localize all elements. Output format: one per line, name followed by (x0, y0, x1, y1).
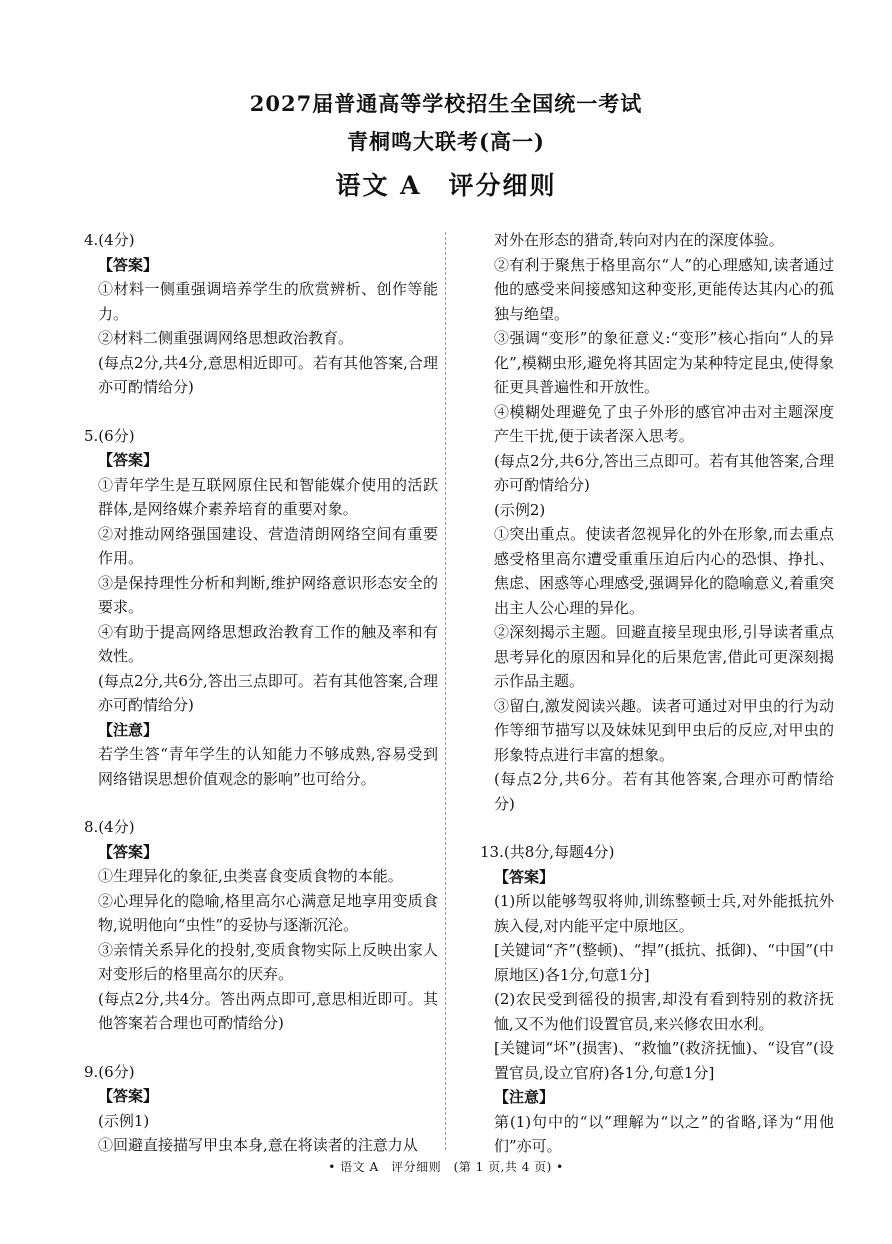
answer-text: 对外在形态的猎奇,转向对内在的深度体验。 (494, 231, 784, 249)
answer-text: (每点2分,共4分,意思相近即可。若有其他答案,合理亦可酌情给分) (98, 353, 438, 396)
right-column (480, 228, 834, 1159)
answer-text: ②心理异化的隐喻,格里高尔心满意足地享用变质食物,说明他向“虫性”的妥协与逐渐沉沦。 (98, 891, 438, 934)
question-number: 13.(共8分,每题4分) (480, 843, 615, 861)
answer-text: ②有利于聚焦于格里高尔“人”的心理感知,读者通过他的感受来间接感知这种变形,更能传达其内心的孤独与绝望。 (494, 255, 834, 323)
answer-text: (2)农民受到徭役的损害,却没有看到特别的救济抚恤,又不为他们设置官员,来兴修农田水利。 (494, 990, 834, 1033)
section-tag: 【答案】 (494, 867, 555, 886)
answer-text: [关键词“坏”(损害)、“救恤”(救济抚恤)、“设官”(设置官员,设立官府)各1分,句意1分] (494, 1039, 834, 1082)
answer-text: 若学生答“青年学生的认知能力不够成熟,容易受到网络错误思想价值观念的影响”也可给分。 (98, 745, 438, 788)
answer-text: (每点2分,共6分,答出三点即可。若有其他答案,合理亦可酌情给分) (98, 671, 438, 714)
answer-text: (示例1) (98, 1111, 150, 1130)
exam-title: 2027届普通高等学校招生全国统一考试 (249, 91, 643, 116)
column-divider (445, 232, 446, 1150)
answer-text: ①回避直接描写甲虫本身,意在将读者的注意力从 (98, 1136, 418, 1154)
section-tag: 【答案】 (98, 1087, 159, 1105)
section-tag: 【答案】 (98, 842, 159, 861)
answer-text: ①青年学生是互联网原住民和智能媒介使用的活跃群体,是网络媒介素养培育的重要对象。 (98, 475, 438, 518)
answer-text: ①突出重点。使读者忽视异化的外在形象,而去重点感受格里高尔遭受重重压迫后内心的恐惧、挣扎、焦虑、困惑等心理感受,强调异化的隐喻意义,着重突出主人公心理的异化。 (494, 525, 834, 617)
section-tag: 【答案】 (98, 451, 159, 469)
answer-text: (每点2分,共4分。答出两点即可,意思相近即可。其他答案若合理也可酌情给分) (98, 989, 438, 1032)
answer-text: ③强调“变形”的象征意义:“变形”核心指向“人的异化”,模糊虫形,避免将其固定为某种特定昆虫,使得象征更具普遍性和开放性。 (494, 329, 834, 396)
answer-text: ④有助于提高网络思想政治教育工作的触及率和有效性。 (98, 622, 438, 665)
answer-text: ③是保持理性分析和判断,维护网络意识形态安全的要求。 (98, 573, 438, 616)
section-tag: 【注意】 (98, 720, 159, 739)
page-footer: • 语文 A 评分细则 (第 1 页,共 4 页) • (328, 1160, 564, 1174)
answer-text: (每点2分,共6分,答出三点即可。若有其他答案,合理亦可酌情给分) (494, 451, 834, 494)
exam-subtitle: 青桐鸣大联考(高一) (347, 129, 545, 154)
question-block (480, 840, 834, 1159)
answer-text: ②材料二侧重强调网络思想政治教育。 (98, 329, 354, 347)
answer-text: [关键词“齐”(整顿)、“捍”(抵抗、抵御)、“中国”(中原地区)各1分,句意1分] (494, 941, 834, 984)
document-title: 语文 A 评分细则 (335, 171, 557, 200)
question-block (84, 1060, 438, 1158)
answer-text: ①材料一侧重强调培养学生的欣赏辨析、创作等能力。 (98, 280, 438, 323)
question-block (84, 815, 438, 1036)
section-tag: 【答案】 (98, 255, 159, 274)
left-column (84, 228, 438, 1158)
answer-text: ③留白,激发阅读兴趣。读者可通过对甲虫的行为动作等细节描写以及妹妹见到甲虫后的反应,对甲虫的形象特点进行丰富的想象。 (494, 696, 834, 764)
answer-text: ①生理异化的象征,虫类喜食变质食物的本能。 (98, 867, 403, 885)
answer-text: ④模糊处理避免了虫子外形的感官冲击对主题深度产生干扰,便于读者深入思考。 (494, 402, 834, 445)
question-block (480, 228, 834, 816)
question-block (84, 424, 438, 792)
question-block (84, 228, 438, 400)
question-number: 4.(4分) (84, 231, 135, 249)
answer-text: ②对推动网络强国建设、营造清朗网络空间有重要作用。 (98, 524, 438, 567)
answer-text: ③亲情关系异化的投射,变质食物实际上反映出家人对变形后的格里高尔的厌弃。 (98, 940, 438, 983)
answer-text: 第(1)句中的“以”理解为“以之”的省略,译为“用他们”亦可。 (494, 1112, 834, 1155)
answer-text: ②深刻揭示主题。回避直接呈现虫形,引导读者重点思考异化的原因和异化的后果危害,借此可更深刻揭示作品主题。 (494, 623, 834, 690)
question-number: 5.(6分) (84, 426, 135, 445)
answer-text: (每点2分,共6分。若有其他答案,合理亦可酌情给分) (494, 770, 834, 813)
answer-text: (1)所以能够驾驭将帅,训练整顿士兵,对外能抵抗外族入侵,对内能平定中原地区。 (494, 892, 834, 935)
section-tag: 【注意】 (494, 1088, 555, 1106)
question-number: 9.(6分) (84, 1062, 135, 1081)
answer-text: (示例2) (494, 500, 546, 519)
question-number: 8.(4分) (84, 818, 135, 836)
